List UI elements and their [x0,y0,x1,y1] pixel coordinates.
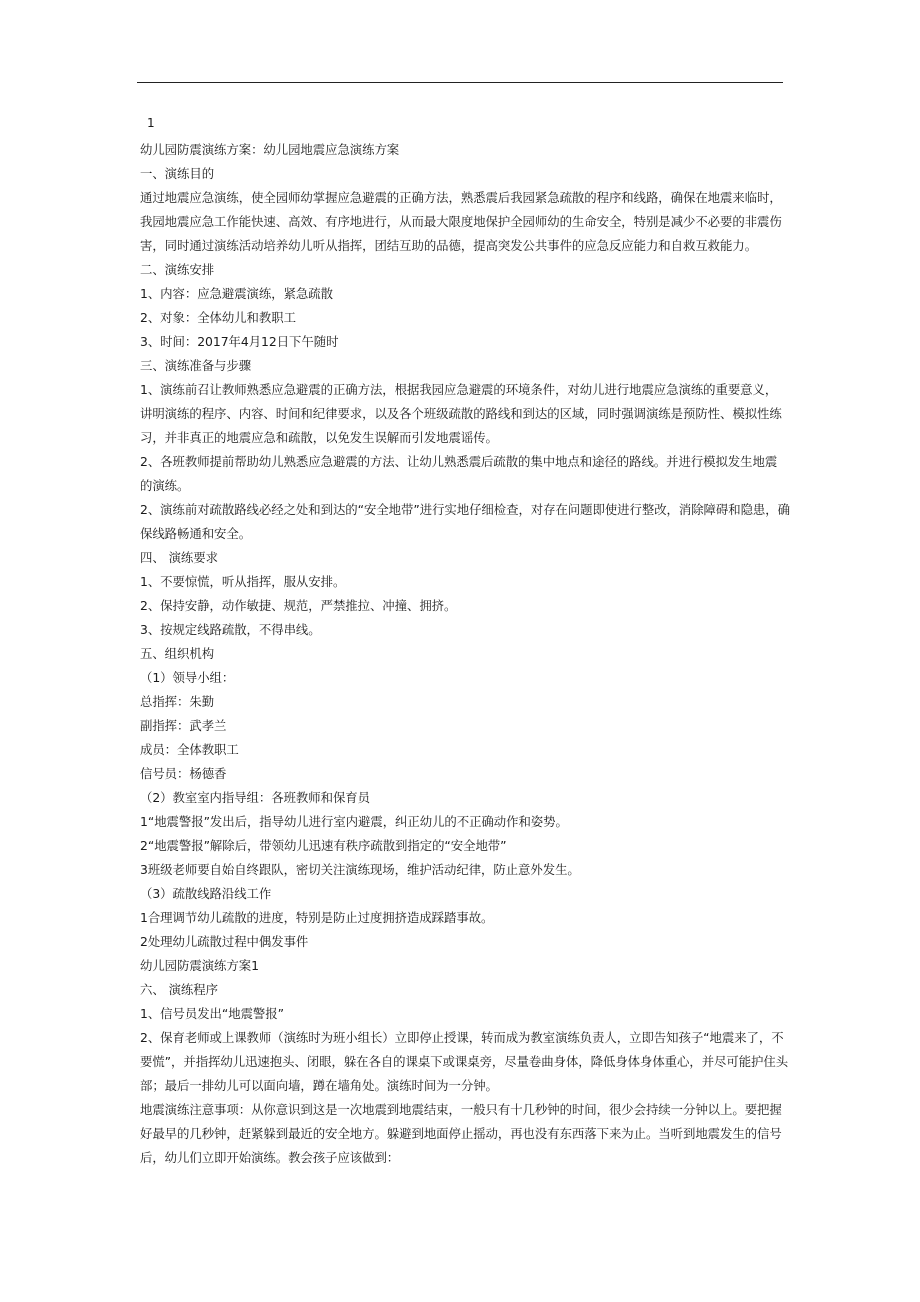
paragraph-line: 要慌”，并指挥幼儿迅速抱头、闭眼，躲在各自的课桌下或课桌旁，尽量卷曲身体，降低身体身体重心，并尽可能护住头 [140,1054,789,1069]
section-heading-3: 三、演练准备与步骤 [140,358,252,373]
section-heading-1: 一、演练目的 [140,166,215,181]
list-item: 信号员：杨德香 [140,766,227,781]
list-item: 3班级老师要自始自终跟队，密切关注演练现场，维护活动纪律，防止意外发生。 [140,862,580,877]
paragraph-line: 讲明演练的程序、内容、时间和纪律要求，以及各个班级疏散的路线和到达的区域，同时强调演练是预防性、模拟性练 [140,406,782,421]
list-item: 副指挥：武孝兰 [140,718,227,733]
list-item: 2“地震警报”解除后，带领幼儿迅速有秩序疏散到指定的“安全地带” [140,838,507,853]
paragraph-line: 后，幼儿们立即开始演练。教会孩子应该做到： [140,1150,400,1165]
page-number: 1 [147,116,155,130]
list-item: 1“地震警报”发出后，指导幼儿进行室内避震，纠正幼儿的不正确动作和姿势。 [140,814,568,829]
list-item: 2处理幼儿疏散过程中偶发事件 [140,934,309,949]
list-item: 成员：全体教职工 [140,742,239,757]
list-item: 3、时间：2017年4月12日下午随时 [140,334,339,349]
paragraph-line: 部；最后一排幼儿可以面向墙，蹲在墙角处。演练时间为一分钟。 [140,1078,498,1093]
paragraph-line: 通过地震应急演练，使全园师幼掌握应急避震的正确方法，熟悉震后我园紧急疏散的程序和线路，确保在地震来临时， [140,190,782,205]
list-item: 1、不要惊慌，听从指挥，服从安排。 [140,574,346,589]
list-item: 2、对象：全体幼儿和教职工 [140,310,296,325]
list-item: 1合理调节幼儿疏散的进度，特别是防止过度拥挤造成踩踏事故。 [140,910,494,925]
paragraph-line: 习，并非真正的地震应急和疏散，以免发生误解而引发地震谣传。 [140,430,498,445]
list-item: 2、保持安静，动作敏捷、规范，严禁推拉、冲撞、拥挤。 [140,598,457,613]
paragraph-line: 害，同时通过演练活动培养幼儿听从指挥，团结互助的品德，提高突发公共事件的应急反应能力和自救互救能力。 [140,238,758,253]
paragraph-line: 地震演练注意事项：从你意识到这是一次地震到地震结束，一般只有十几秒钟的时间，很少会持续一分钟以上。要把握 [140,1102,782,1117]
subsection-heading: （1）领导小组： [140,670,235,685]
section-heading-4: 四、 演练要求 [140,550,218,565]
section-heading-2: 二、演练安排 [140,262,215,277]
subsection-heading: （2）教室室内指导组：各班教师和保育员 [140,790,370,805]
document-body [140,138,788,1170]
paragraph-line: 保线路畅通和安全。 [140,526,252,541]
header-rule [137,82,783,83]
list-item: 3、按规定线路疏散，不得串线。 [140,622,321,637]
list-item: 总指挥：朱勤 [140,694,215,709]
document-subtitle: 幼儿园防震演练方案1 [140,958,259,973]
paragraph-line: 好最早的几秒钟，赶紧躲到最近的安全地方。躲避到地面停止摇动，再也没有东西落下来为止。当听到地震发生的信号 [140,1126,782,1141]
paragraph-line: 2、各班教师提前帮助幼儿熟悉应急避震的方法、让幼儿熟悉震后疏散的集中地点和途径的路线。并进行模拟发生地震 [140,454,778,469]
list-item: 1、内容：应急避震演练，紧急疏散 [140,286,333,301]
paragraph-line: 2、保育老师或上课教师（演练时为班小组长）立即停止授课，转而成为教室演练负责人，立即告知孩子“地震来了，不 [140,1030,784,1045]
subsection-heading: （3）疏散线路沿线工作 [140,886,272,901]
section-heading-6: 六、 演练程序 [140,982,218,997]
paragraph-line: 1、演练前召让教师熟悉应急避震的正确方法，根据我园应急避震的环境条件，对幼儿进行地震应急演练的重要意义， [140,382,778,397]
document-title: 幼儿园防震演练方案：幼儿园地震应急演练方案 [140,142,400,157]
paragraph-line: 2、演练前对疏散路线必经之处和到达的“安全地带”进行实地仔细检查，对存在问题即使进行整改，消除障碍和隐患，确 [140,502,790,517]
paragraph-line: 的演练。 [140,478,190,493]
paragraph-line: 我园地震应急工作能快速、高效、有序地进行，从而最大限度地保护全园师幼的生命安全，特别是减少不必要的非震伤 [140,214,782,229]
section-heading-5: 五、组织机构 [140,646,215,661]
list-item: 1、信号员发出“地震警报” [140,1006,284,1021]
